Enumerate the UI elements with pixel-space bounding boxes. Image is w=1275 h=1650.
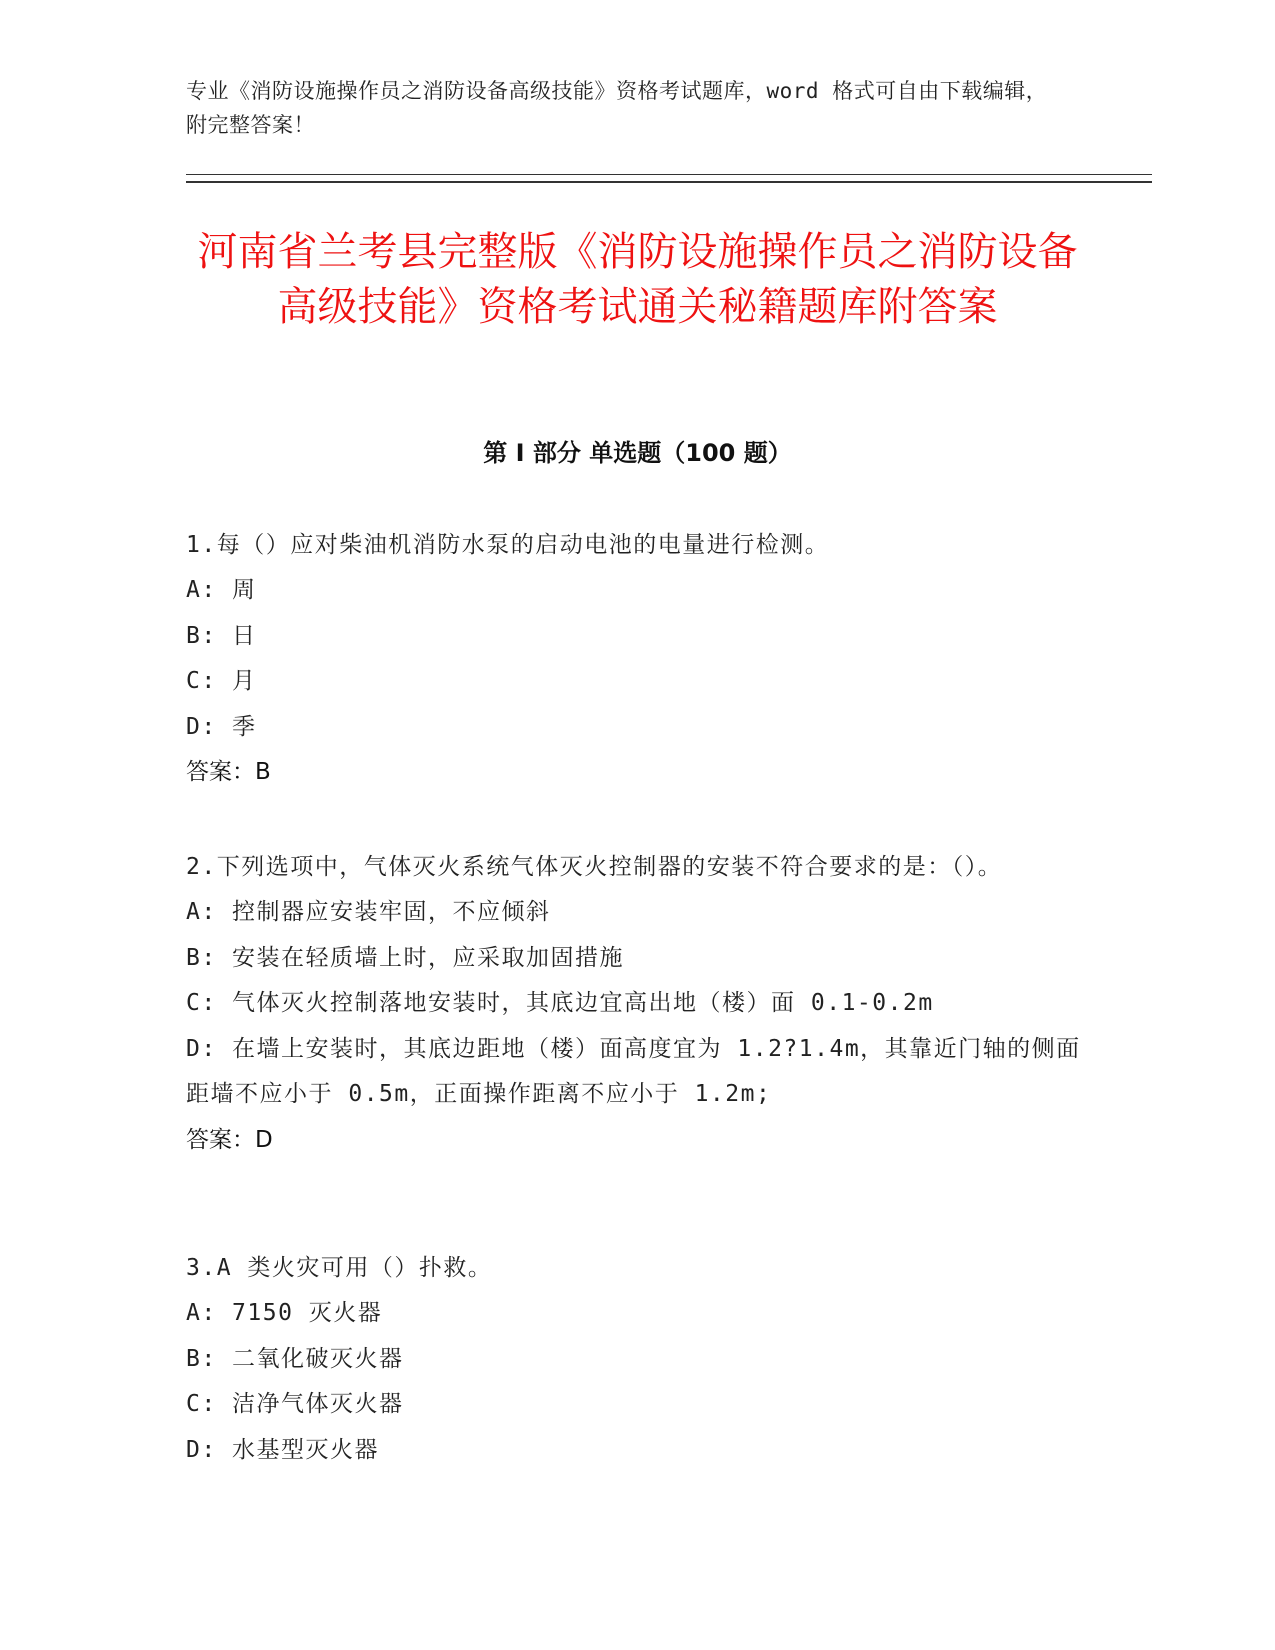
option-a: A: 周 (186, 577, 257, 603)
option-b: B: 日 (186, 622, 257, 649)
option-a: A: 控制器应安装牢固，不应倾斜 (186, 899, 551, 925)
question-3 (186, 1246, 1086, 1473)
option-d: D: 水基型灭火器 (186, 1436, 380, 1463)
document-title: 河南省兰考县完整版《消防设施操作员之消防设备高级技能》资格考试通关秘籍题库附答案 (197, 229, 1078, 330)
section-heading: 第 I 部分 单选题（100 题） (483, 439, 792, 467)
question-stem: 3.A 类火灾可用（）扑救。 (186, 1255, 493, 1281)
header-note: 专业《消防设施操作员之消防设备高级技能》资格考试题库，word 格式可自由下载编辑，附完整答案！ (186, 79, 1048, 137)
option-c: C: 月 (186, 668, 257, 694)
answer-line: 答案：D (186, 1126, 273, 1153)
question-2 (186, 845, 1086, 1163)
option-b: B: 安装在轻质墙上时，应采取加固措施 (186, 944, 625, 971)
option-a: A: 7150 灭火器 (186, 1300, 383, 1326)
header-divider-thin (186, 174, 1152, 175)
answer-line: 答案：B (186, 759, 271, 785)
option-d: D: 季 (186, 713, 257, 740)
question-stem: 1.每（）应对柴油机消防水泵的启动电池的电量进行检测。 (186, 532, 830, 558)
option-c: C: 气体灭火控制落地安装时，其底边宜高出地（楼）面 0.1-0.2m (186, 990, 934, 1016)
question-stem: 2.下列选项中，气体灭火系统气体灭火控制器的安装不符合要求的是：（）。 (186, 854, 1003, 880)
question-1 (186, 523, 1086, 795)
option-d: D: 在墙上安装时，其底边距地（楼）面高度宜为 1.2?1.4m，其靠近门轴的侧面距墙不应小于 0.5m，正面操作距离不应小于 1.2m; (186, 1035, 1081, 1107)
option-c: C: 洁净气体灭火器 (186, 1391, 404, 1417)
option-b: B: 二氧化破灭火器 (186, 1345, 404, 1372)
header-divider-thick (186, 181, 1152, 183)
